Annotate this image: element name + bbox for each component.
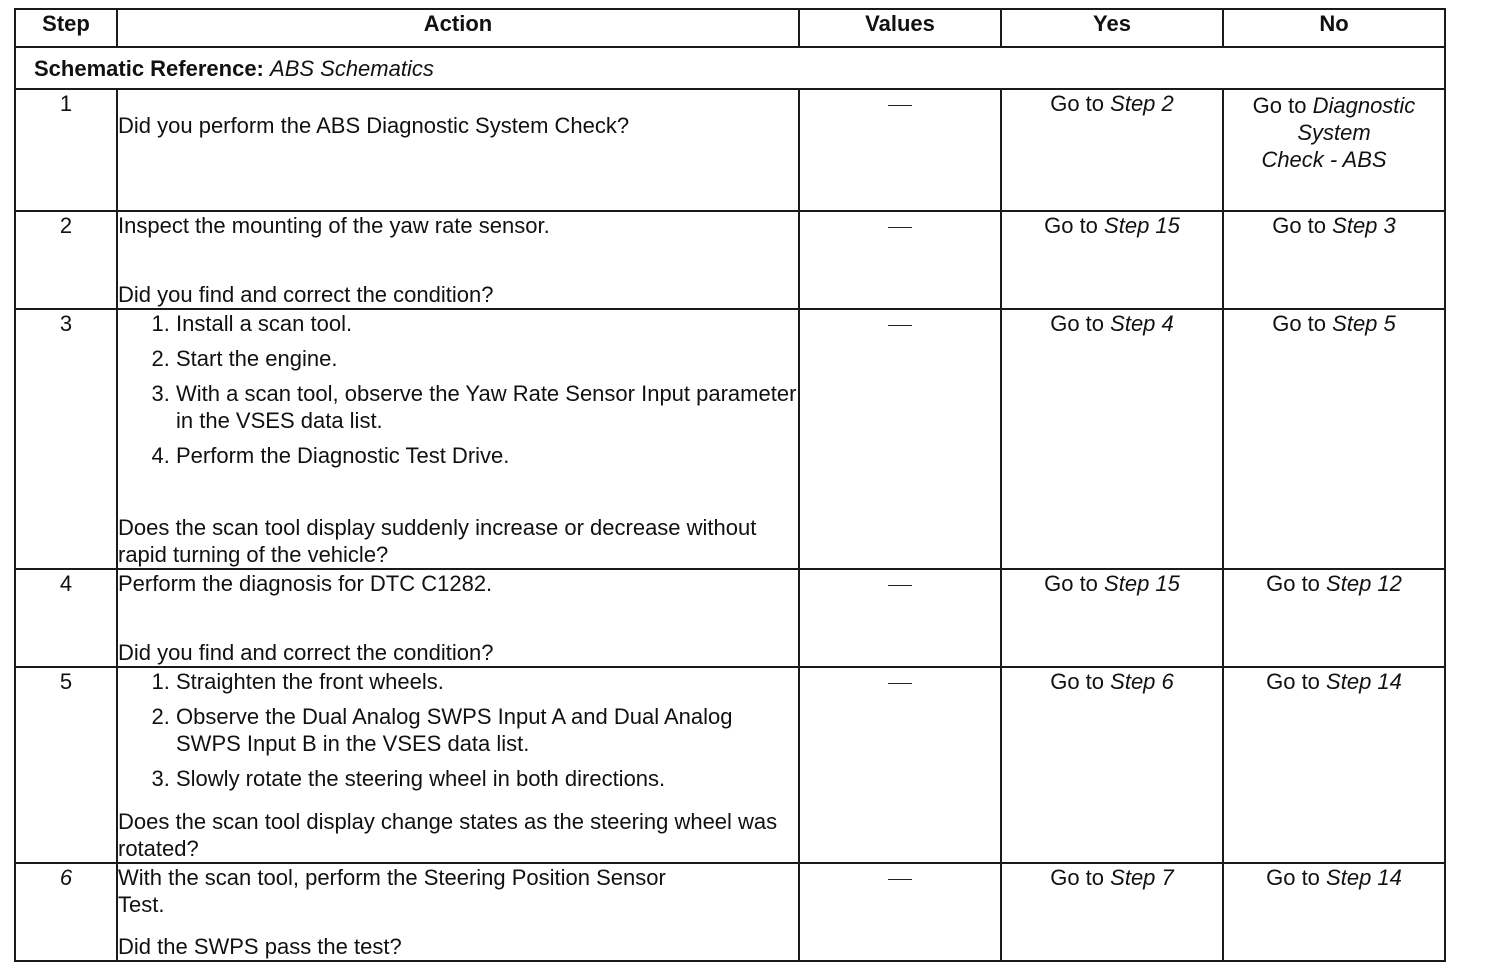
action-step-item: 4. Perform the Diagnostic Test Drive.: [176, 442, 798, 469]
action-question: Does the scan tool display change states as the steering wheel was rotated?: [118, 809, 778, 861]
schematic-reference-value: ABS Schematics: [270, 55, 434, 81]
schematic-reference-label: Schematic Reference:: [34, 55, 264, 81]
header-action: Action: [117, 9, 799, 47]
goto-prefix: Go to: [1050, 311, 1105, 336]
values-cell: [799, 569, 1001, 667]
header-row: [15, 9, 1445, 47]
step-number: 4: [15, 569, 117, 667]
yes-cell: [1001, 569, 1223, 667]
header-no: No: [1223, 9, 1445, 47]
action-question: Does the scan tool display suddenly increase or decrease without rapid turning of the vehicle?: [118, 515, 757, 567]
action-question: Did you find and correct the condition?: [118, 640, 494, 665]
values-cell: [799, 863, 1001, 961]
step-number: 3: [15, 309, 117, 569]
goto-prefix: Go to: [1272, 213, 1327, 238]
action-cell: [117, 863, 799, 961]
action-question: Did the SWPS pass the test?: [118, 934, 402, 959]
goto-step-link[interactable]: Step 2: [1110, 91, 1174, 116]
goto-prefix: Go to: [1050, 91, 1105, 116]
yes-cell: [1001, 89, 1223, 211]
no-cell: [1223, 89, 1445, 211]
goto-step-link[interactable]: Step 15: [1104, 571, 1180, 596]
goto-step-link[interactable]: Step 14: [1326, 865, 1402, 890]
values-cell: [799, 211, 1001, 309]
goto-prefix: Go to: [1266, 571, 1320, 596]
no-cell: [1223, 667, 1445, 863]
no-cell: [1223, 309, 1445, 569]
action-step-item: 3. Slowly rotate the steering wheel in both directions.: [176, 765, 798, 792]
action-step-list: [118, 310, 798, 469]
goto-diagnostic-link[interactable]: Diagnostic: [1312, 93, 1416, 118]
schematic-reference: [15, 47, 1445, 89]
table-row: [15, 211, 1445, 309]
value-dash: [888, 227, 912, 228]
action-question: Did you find and correct the condition?: [118, 282, 494, 307]
schematic-reference-row: [15, 47, 1445, 89]
value-dash: [888, 879, 912, 880]
goto-step-link[interactable]: Step 3: [1332, 213, 1396, 238]
goto-prefix: Go to: [1272, 311, 1327, 336]
goto-step-link[interactable]: Step 14: [1326, 669, 1402, 694]
goto-step-link[interactable]: Step 6: [1110, 669, 1174, 694]
step-number: 1: [15, 89, 117, 211]
goto-prefix: Go to: [1044, 213, 1098, 238]
goto-prefix: Go to: [1266, 669, 1320, 694]
value-dash: [888, 325, 912, 326]
yes-cell: [1001, 863, 1223, 961]
action-cell: [117, 89, 799, 211]
yes-cell: [1001, 211, 1223, 309]
action-step-item: 1. Straighten the front wheels.: [176, 668, 798, 695]
action-step-item: 1. Install a scan tool.: [176, 310, 798, 337]
action-cell: [117, 569, 799, 667]
goto-step-link[interactable]: Step 4: [1110, 311, 1174, 336]
header-values: Values: [799, 9, 1001, 47]
header-step: Step: [15, 9, 117, 47]
goto-system-line[interactable]: System: [1297, 120, 1371, 145]
action-cell: [117, 667, 799, 863]
no-cell: [1223, 211, 1445, 309]
table-row: [15, 569, 1445, 667]
step-number: 5: [15, 667, 117, 863]
goto-step-link[interactable]: Step 12: [1326, 571, 1402, 596]
yes-cell: [1001, 667, 1223, 863]
values-cell: [799, 309, 1001, 569]
action-instruction: Inspect the mounting of the yaw rate sensor.: [118, 213, 550, 238]
goto-check-line[interactable]: Check - ABS: [1261, 147, 1387, 172]
action-step-item: 2. Observe the Dual Analog SWPS Input A and Dual Analog SWPS Input B in the VSES data list.: [176, 703, 798, 757]
goto-prefix: Go to: [1050, 669, 1105, 694]
step-number: 6: [15, 863, 117, 961]
action-cell: [117, 211, 799, 309]
no-cell: [1223, 569, 1445, 667]
value-dash: [888, 105, 912, 106]
goto-step-link[interactable]: Step 7: [1110, 865, 1174, 890]
table-row: [15, 89, 1445, 211]
goto-diagnostic-line: Go to Diagnostic: [1252, 93, 1416, 118]
table-row: [15, 863, 1445, 961]
goto-prefix: Go to: [1266, 865, 1320, 890]
step-number: 2: [15, 211, 117, 309]
action-step-list: [118, 668, 798, 792]
goto-step-link[interactable]: Step 5: [1332, 311, 1396, 336]
action-step-item: 3. With a scan tool, observe the Yaw Rate Sensor Input parameter in the VSES data list.: [176, 380, 798, 434]
no-cell: [1223, 863, 1445, 961]
diagnostic-table: [14, 8, 1446, 962]
goto-prefix: Go to: [1044, 571, 1098, 596]
goto-step-link[interactable]: Step 15: [1104, 213, 1180, 238]
value-dash: [888, 683, 912, 684]
values-cell: [799, 89, 1001, 211]
action-cell: [117, 309, 799, 569]
action-instruction: With the scan tool, perform the Steering Position Sensor Test.: [118, 865, 666, 917]
action-instruction: Perform the diagnosis for DTC C1282.: [118, 571, 493, 596]
values-cell: [799, 667, 1001, 863]
diagnostic-page: [14, 8, 1444, 962]
table-row: [15, 309, 1445, 569]
value-dash: [888, 585, 912, 586]
table-row: [15, 667, 1445, 863]
action-question: Did you perform the ABS Diagnostic System Check?: [118, 113, 630, 138]
goto-prefix: Go to: [1050, 865, 1105, 890]
yes-cell: [1001, 309, 1223, 569]
header-yes: Yes: [1001, 9, 1223, 47]
action-step-item: 2. Start the engine.: [176, 345, 798, 372]
